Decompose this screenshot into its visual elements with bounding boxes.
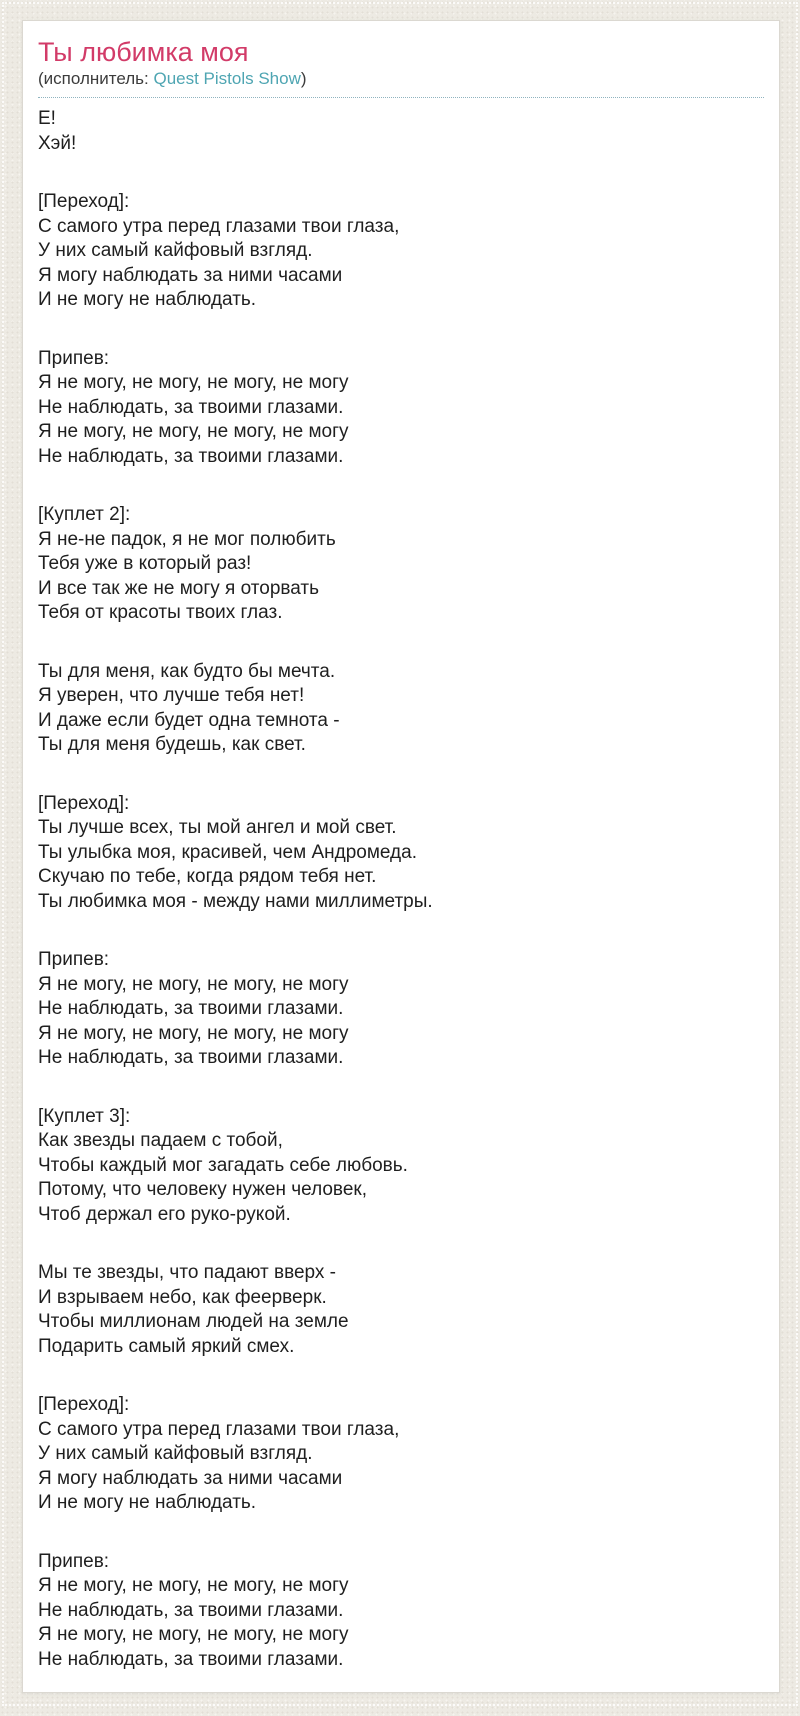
lyric-line: Припев: bbox=[38, 347, 110, 369]
lyric-line: И не могу не наблюдать. bbox=[38, 289, 257, 310]
stanza bbox=[38, 660, 764, 758]
lyric-line: Не наблюдать, за твоими глазами. bbox=[38, 1648, 344, 1670]
lyric-line: Ты улыбка моя, красивей, чем Андромеда. bbox=[38, 841, 417, 863]
lyric-line: [Переход]: bbox=[38, 1394, 130, 1415]
lyric-line: Мы те звезды, что падают вверх - bbox=[38, 1262, 336, 1283]
lyric-line: [Переход]: bbox=[38, 792, 130, 814]
lyric-line: [Куплет 3]: bbox=[38, 1105, 131, 1127]
stanza bbox=[38, 190, 764, 313]
lyric-line: Я не могу, не могу, не могу, не могу bbox=[38, 1575, 349, 1596]
stanza bbox=[38, 792, 764, 915]
lyric-line: Я уверен, что лучше тебя нет! bbox=[38, 685, 305, 706]
lyric-line: Я не-не падок, я не мог полюбить bbox=[38, 528, 336, 550]
lyric-line: Ты для меня будешь, как свет. bbox=[38, 734, 306, 755]
lyrics bbox=[38, 107, 764, 1672]
lyrics-card bbox=[22, 20, 780, 1693]
lyric-line: Ты любимка моя - между нами миллиметры. bbox=[38, 890, 433, 912]
lyric-line: У них самый кайфовый взгляд. bbox=[38, 1443, 313, 1464]
lyric-line: Не наблюдать, за твоими глазами. bbox=[38, 1599, 344, 1621]
lyric-line: [Переход]: bbox=[38, 191, 130, 212]
lyric-line: Как звезды падаем с тобой, bbox=[38, 1130, 283, 1151]
lyric-line: Чтобы миллионам людей на земле bbox=[38, 1311, 349, 1332]
lyric-line: Не наблюдать, за твоими глазами. bbox=[38, 445, 344, 467]
lyric-line: Тебя от красоты твоих глаз. bbox=[38, 602, 283, 623]
lyric-line: Е! bbox=[38, 108, 56, 129]
page-title: Ты любимка моя bbox=[38, 37, 249, 67]
stanza bbox=[38, 503, 764, 626]
lyric-line: Я могу наблюдать за ними часами bbox=[38, 264, 343, 286]
lyric-line: Я не могу, не могу, не могу, не могу bbox=[38, 1022, 349, 1044]
lyric-line: [Куплет 2]: bbox=[38, 504, 131, 525]
lyric-line: Я не могу, не могу, не могу, не могу bbox=[38, 973, 349, 995]
stanza bbox=[38, 107, 764, 156]
artist-link[interactable]: Quest Pistols Show bbox=[153, 69, 301, 88]
lyric-line: С самого утра перед глазами твои глаза, bbox=[38, 1418, 400, 1440]
lyric-line: Я не могу, не могу, не могу, не могу bbox=[38, 1624, 349, 1645]
lyric-line: Тебя уже в который раз! bbox=[38, 553, 252, 574]
artist-line bbox=[38, 69, 764, 88]
lyric-line: Чтоб держал его руко-рукой. bbox=[38, 1203, 291, 1225]
lyric-line: Я не могу, не могу, не могу, не могу bbox=[38, 421, 349, 442]
lyric-line: Потому, что человеку нужен человек, bbox=[38, 1179, 367, 1200]
stanza bbox=[38, 347, 764, 470]
lyric-line: Хэй! bbox=[38, 132, 77, 154]
lyric-line: И все так же не могу я оторвать bbox=[38, 577, 320, 599]
lyric-line: Ты лучше всех, ты мой ангел и мой свет. bbox=[38, 817, 397, 838]
lyric-line: И не могу не наблюдать. bbox=[38, 1492, 257, 1513]
lyric-line: С самого утра перед глазами твои глаза, bbox=[38, 215, 400, 237]
stanza bbox=[38, 1105, 764, 1228]
lyric-line: Скучаю по тебе, когда рядом тебя нет. bbox=[38, 866, 377, 887]
lyric-line: Ты для меня, как будто бы мечта. bbox=[38, 660, 336, 682]
stanza bbox=[38, 1393, 764, 1516]
lyric-line: Я не могу, не могу, не могу, не могу bbox=[38, 372, 349, 393]
lyric-line: Припев: bbox=[38, 949, 110, 970]
lyric-line: Не наблюдать, за твоими глазами. bbox=[38, 998, 344, 1019]
lyric-line: Не наблюдать, за твоими глазами. bbox=[38, 396, 344, 418]
stanza bbox=[38, 1550, 764, 1673]
stanza bbox=[38, 948, 764, 1071]
lyric-line: Я могу наблюдать за ними часами bbox=[38, 1467, 343, 1489]
lyric-line: Не наблюдать, за твоими глазами. bbox=[38, 1047, 344, 1068]
lyric-line: И даже если будет одна темнота - bbox=[38, 709, 340, 731]
lyric-line: Припев: bbox=[38, 1550, 110, 1572]
lyric-line: И взрываем небо, как феерверк. bbox=[38, 1286, 327, 1308]
lyric-line: Подарить самый яркий смех. bbox=[38, 1335, 295, 1357]
lyric-line: У них самый кайфовый взгляд. bbox=[38, 240, 313, 261]
artist-label-suffix: ) bbox=[300, 69, 307, 88]
stanza bbox=[38, 1261, 764, 1359]
artist-label-prefix: (исполнитель: bbox=[38, 69, 154, 88]
song-header bbox=[38, 37, 764, 98]
lyric-line: Чтобы каждый мог загадать себе любовь. bbox=[38, 1154, 408, 1176]
